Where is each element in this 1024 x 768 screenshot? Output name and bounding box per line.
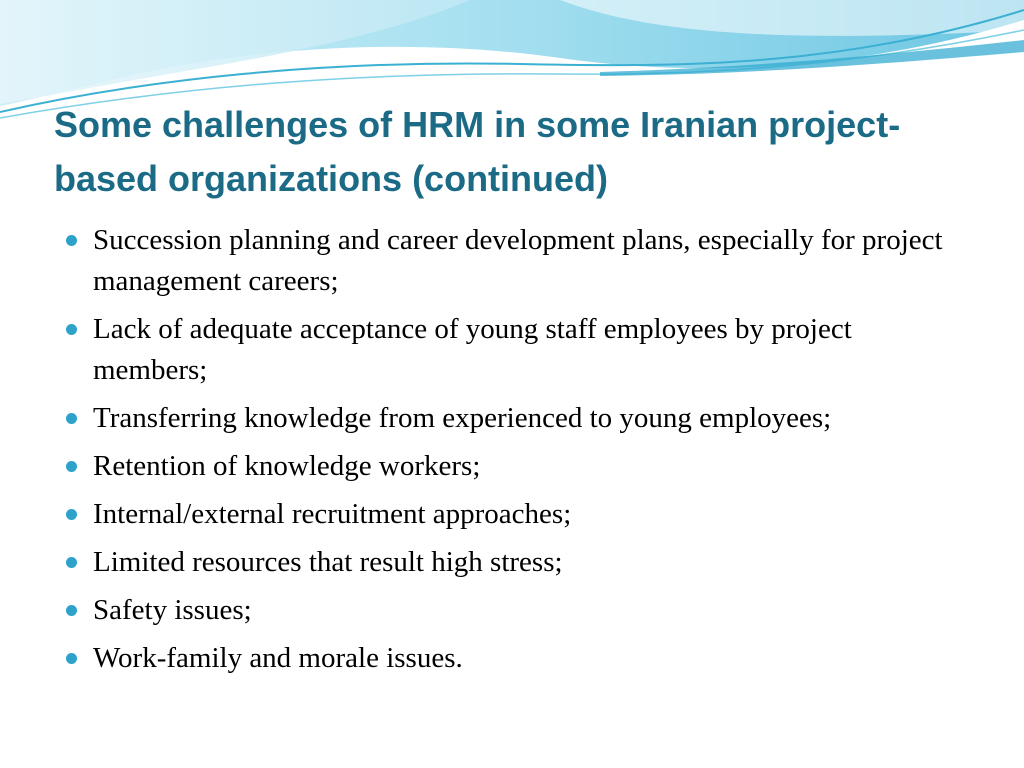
list-item-text: Limited resources that result high stress; [93, 546, 563, 578]
bullet-icon [66, 605, 77, 616]
list-item [62, 542, 962, 583]
bullet-icon [66, 557, 77, 568]
list-item [62, 638, 962, 679]
slide-title: Some challenges of HRM in some Iranian project-based organizations (continued) [54, 104, 901, 199]
bullet-icon [66, 413, 77, 424]
bullet-icon [66, 324, 77, 335]
list-item [62, 220, 962, 302]
list-item [62, 309, 962, 391]
list-item-text: Work-family and morale issues. [93, 642, 463, 674]
list-item-text: Succession planning and career development plans, especially for project management careers; [93, 224, 943, 297]
list-item [62, 398, 962, 439]
bullet-icon [66, 235, 77, 246]
list-item [62, 590, 962, 631]
list-item [62, 446, 962, 487]
bullet-icon [66, 653, 77, 664]
bullet-icon [66, 461, 77, 472]
list-item [62, 494, 962, 535]
bullet-list [62, 220, 962, 686]
list-item-text: Lack of adequate acceptance of young staff employees by project members; [93, 313, 852, 386]
bullet-icon [66, 509, 77, 520]
list-item-text: Transferring knowledge from experienced to young employees; [93, 402, 832, 434]
list-item-text: Internal/external recruitment approaches; [93, 498, 572, 530]
list-item-text: Safety issues; [93, 594, 252, 626]
list-item-text: Retention of knowledge workers; [93, 450, 481, 482]
